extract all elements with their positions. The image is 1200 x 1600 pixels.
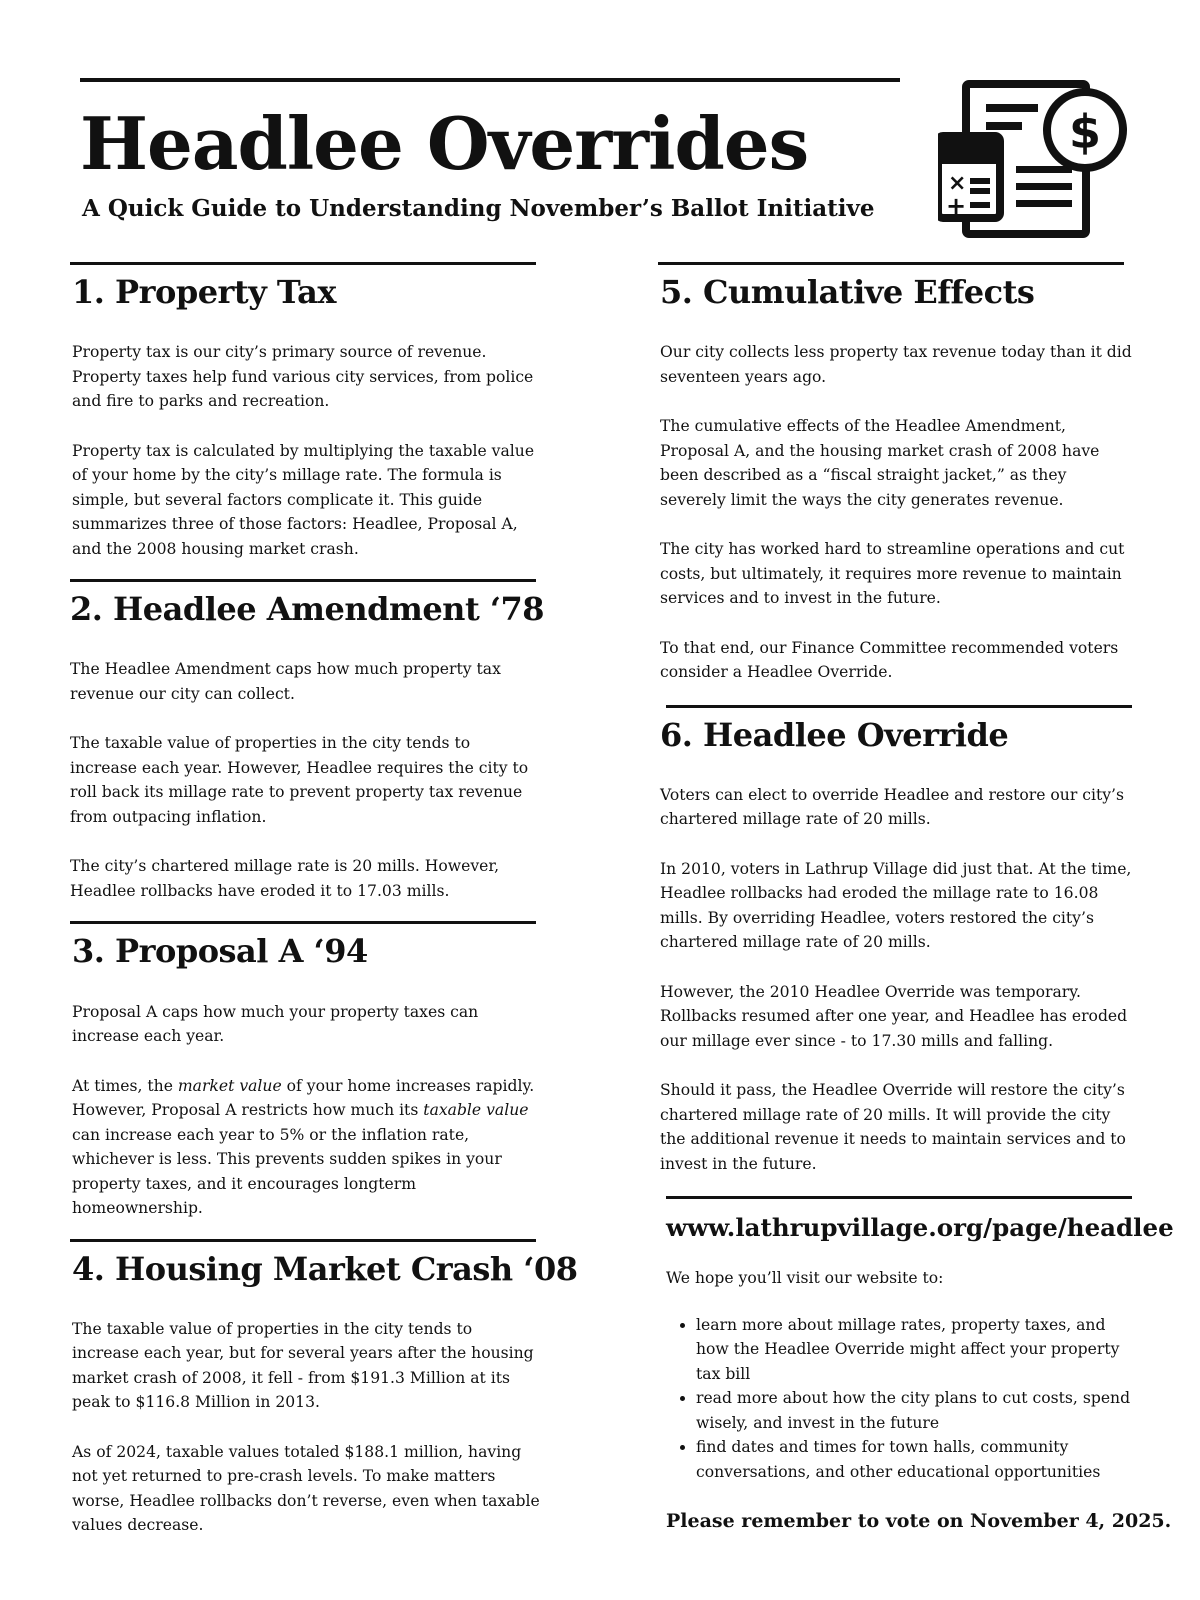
section-paragraph: The taxable value of properties in the city tends to increase each year, but for several years after the housing market crash of 2008, it fell - from $191.3 Million at its peak to $116.8 Million in 2013. [72, 1319, 534, 1412]
section-paragraph: Property tax is calculated by multiplying the taxable value of your home by the city’s millage rate. The formula is simple, but several factors complicate it. This guide summarizes three of those factors: Headlee, Proposal A, and the 2008 housing market crash. [72, 441, 535, 558]
vote-reminder: Please remember to vote on November 4, 2025. [666, 1510, 1172, 1533]
section-paragraph: Voters can elect to override Headlee and restore our city’s chartered millage rate of 20 mills. [660, 785, 1125, 829]
emphasis-taxable-value: taxable value [423, 1101, 529, 1120]
section-paragraph: Should it pass, the Headlee Override will restore the city’s chartered millage rate of 20 mills. It will provide the city the additional revenue it needs to maintain services and to invest in the future. [660, 1081, 1126, 1173]
section-proposal-a [72, 921, 542, 1220]
list-item: • read more about how the city plans to cut costs, spend wisely, and invest in the future [696, 1386, 1134, 1435]
svg-text:$: $ [1068, 105, 1102, 159]
section-paragraph: To that end, our Finance Committee recommended voters consider a Headlee Override. [660, 638, 1119, 682]
section-rule [70, 579, 536, 582]
list-item: • learn more about millage rates, property taxes, and how the Headlee Override might affect your property tax bill [696, 1313, 1134, 1387]
section-title: 3. Proposal A ‘94 [72, 932, 368, 971]
emphasis-market-value: market value [177, 1076, 282, 1095]
section-property-tax [72, 262, 542, 561]
section-paragraph: As of 2024, taxable values totaled $188.1 million, having not yet returned to pre-crash levels. To make matters worse, Headlee rollbacks don’t reverse, even when taxable values decrease. [72, 1442, 540, 1535]
svg-text:+: + [946, 192, 967, 220]
svg-text:×: × [948, 171, 967, 196]
section-headlee-amendment [70, 579, 545, 903]
section-paragraph: Our city collects less property tax revenue today than it did seventeen years ago. [660, 343, 1132, 386]
section-rule [658, 262, 1124, 265]
section-title: 5. Cumulative Effects [660, 273, 1035, 311]
left-column [70, 262, 578, 1538]
section-rule [666, 705, 1132, 708]
section-title: 4. Housing Market Crash ‘08 [72, 1249, 578, 1288]
tax-calculator-dollar-icon [938, 80, 1130, 238]
right-column [660, 262, 1174, 1533]
website-url-link[interactable]: www.lathrupvillage.org/page/headlee [666, 1213, 1174, 1243]
section-housing-crash [72, 1239, 578, 1538]
section-paragraph-market-value [72, 1074, 542, 1221]
text-run: can increase each year to 5% or the inflation rate, whichever is less. This prevents sudden spikes in your property taxes, and it encourages longterm homeownership. [72, 1125, 502, 1218]
section-rule [70, 1239, 536, 1242]
section-title: 6. Headlee Override [660, 715, 1009, 754]
header-rule [80, 78, 900, 82]
section-cumulative-effects [660, 262, 1134, 685]
text-run: At times, the [72, 1076, 178, 1095]
section-rule [666, 1196, 1132, 1199]
website-intro: We hope you’ll visit our website to: [666, 1269, 944, 1288]
page-title: Headlee Overrides [80, 101, 809, 186]
section-headlee-override [660, 705, 1134, 1177]
section-rule [70, 921, 536, 924]
section-paragraph: In 2010, voters in Lathrup Village did just that. At the time, Headlee rollbacks had eroded the millage rate to 16.08 mills. By overriding Headlee, voters restored the city’s chartered millage rate of 20 mills. [660, 859, 1132, 952]
section-paragraph: The city’s chartered millage rate is 20 mills. However, Headlee rollbacks have eroded it to 17.03 mills. [70, 857, 500, 900]
section-paragraph: The Headlee Amendment caps how much property tax revenue our city can collect. [70, 660, 501, 703]
section-website [666, 1196, 1174, 1533]
section-paragraph: The cumulative effects of the Headlee Amendment, Proposal A, and the housing market crash of 2008 have been described as a “fiscal straight jacket,” as they severely limit the ways the city generates revenue. [660, 417, 1100, 509]
section-paragraph: The taxable value of properties in the city tends to increase each year. However, Headlee requires the city to roll back its millage rate to prevent property tax revenue from outpacing inflation. [70, 734, 529, 826]
text-run: of your home increases rapidly. However, Proposal A restricts how much its [72, 1076, 535, 1120]
section-title: 2. Headlee Amendment ‘78 [70, 590, 545, 629]
section-rule [70, 262, 536, 265]
section-paragraph: Proposal A caps how much your property taxes can increase each year. [72, 1002, 479, 1046]
section-paragraph: However, the 2010 Headlee Override was temporary. Rollbacks resumed after one year, and Headlee has eroded our millage ever since - to 17.30 mills and falling. [660, 982, 1128, 1050]
section-paragraph: Property tax is our city’s primary source of revenue. Property taxes help fund various city services, from police and fire to parks and recreation. [72, 343, 534, 411]
section-title: 1. Property Tax [72, 273, 336, 311]
section-paragraph: The city has worked hard to streamline operations and cut costs, but ultimately, it requires more revenue to maintain services and to invest in the future. [660, 540, 1125, 608]
website-list [666, 1313, 1134, 1485]
list-item: • find dates and times for town halls, community conversations, and other educational opportunities [696, 1435, 1134, 1484]
page-subtitle: A Quick Guide to Understanding November’s Ballot Initiative [82, 195, 875, 222]
